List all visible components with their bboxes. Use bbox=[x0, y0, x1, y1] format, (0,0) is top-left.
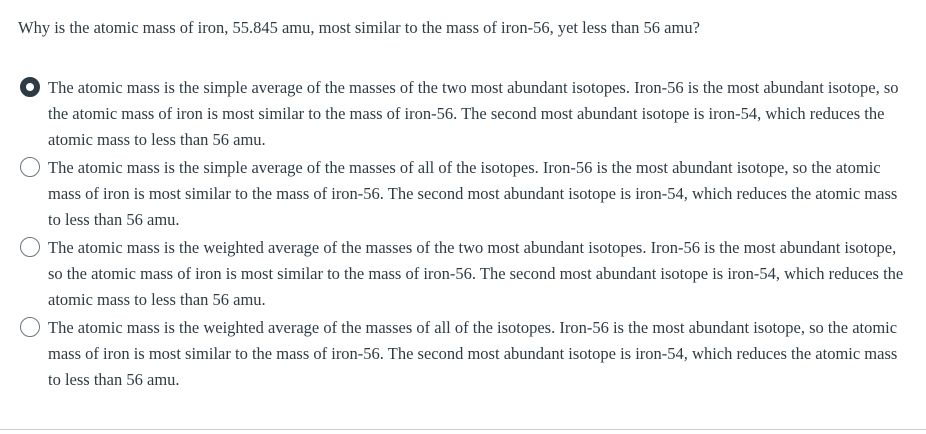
bottom-divider bbox=[0, 429, 926, 430]
radio-button-2[interactable] bbox=[20, 157, 40, 177]
answer-option-4-label: The atomic mass is the weighted average of the masses of all of the isotopes. Iron-56 is the most abundant isotope, so the atomic mass of iron is most similar to the mass of iron-56. The second most abundant isotope is iron-54, which reduces the atomic mass to less than 56 amu. bbox=[48, 318, 898, 389]
answer-option-2-label: The atomic mass is the simple average of the masses of all of the isotopes. Iron-56 is the most abundant isotope, so the atomic mass of iron is most similar to the mass of iron-56. The second most abundant isotope is iron-54, which reduces the atomic mass to less than 56 amu. bbox=[48, 158, 898, 229]
radio-button-3[interactable] bbox=[20, 237, 40, 257]
radio-button-4[interactable] bbox=[20, 317, 40, 337]
answer-option-1[interactable] bbox=[20, 75, 910, 153]
answer-options bbox=[20, 75, 910, 395]
radio-button-1[interactable] bbox=[20, 77, 40, 97]
answer-option-3-label: The atomic mass is the weighted average of the masses of the two most abundant isotopes. Iron-56 is the most abundant isotope, so the atomic mass of iron is most similar to the mass of iron-56. The second most abundant isotope is iron-54, which reduces the atomic mass to less than 56 amu. bbox=[48, 238, 904, 309]
answer-option-1-label: The atomic mass is the simple average of the masses of the two most abundant isotopes. Iron-56 is the most abundant isotope, so the atomic mass of iron is most similar to the mass of iron-56. The second most abundant isotope is iron-54, which reduces the atomic mass to less than 56 amu. bbox=[48, 78, 899, 149]
answer-option-2[interactable] bbox=[20, 155, 910, 233]
question-text: Why is the atomic mass of iron, 55.845 amu, most similar to the mass of iron-56, yet less than 56 amu? bbox=[18, 18, 700, 37]
answer-option-4[interactable] bbox=[20, 315, 910, 393]
answer-option-3[interactable] bbox=[20, 235, 910, 313]
